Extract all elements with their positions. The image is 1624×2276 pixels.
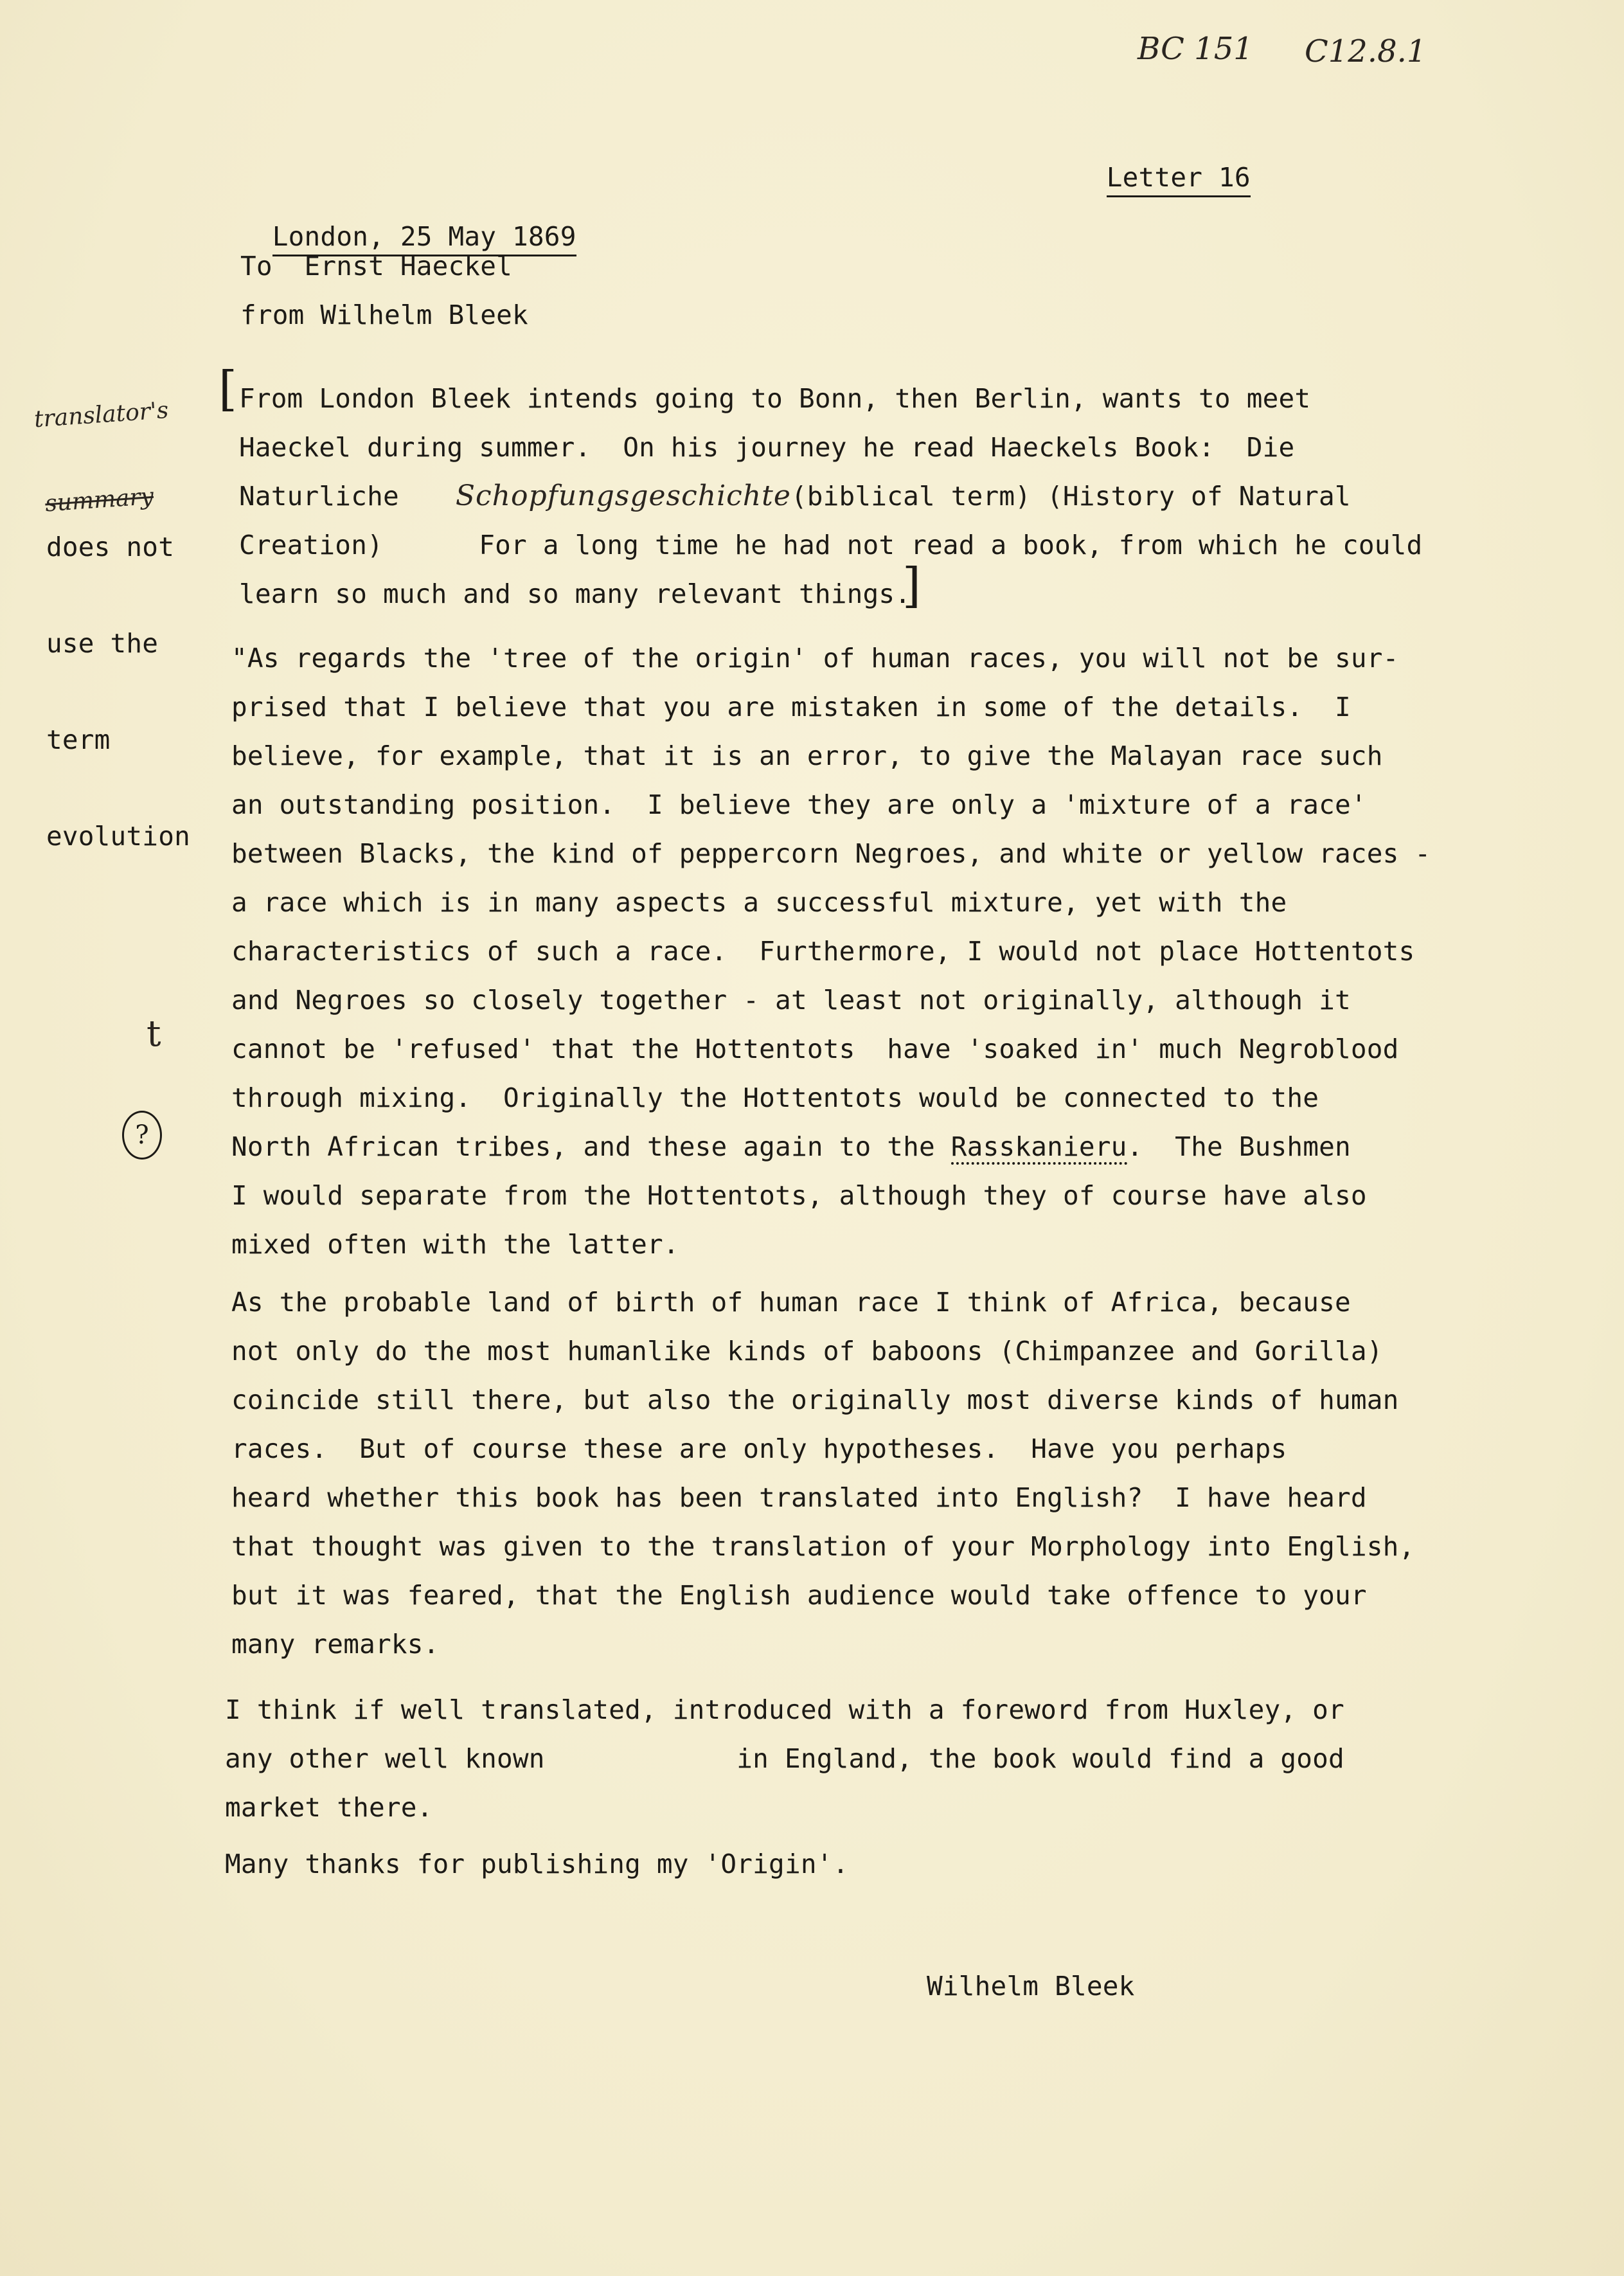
paragraph-line: and Negroes so closely together - at least not originally, although it xyxy=(231,985,1351,1016)
paragraph-line: As the probable land of birth of human race I think of Africa, because xyxy=(231,1287,1351,1318)
margin-note-line: evolution xyxy=(46,821,190,852)
margin-note-line: term xyxy=(46,724,111,755)
paragraph-line xyxy=(231,1122,1440,1171)
summary-line xyxy=(239,472,1447,521)
letter-number-text: Letter 16 xyxy=(1107,162,1251,197)
paragraph-line: many remarks. xyxy=(231,1629,440,1660)
summary-line: Creation) For a long time he had not read a book, from which he could xyxy=(239,530,1423,560)
paragraph-line: coincide still there, but also the originally most diverse kinds of human xyxy=(231,1384,1399,1415)
paragraph-line: that thought was given to the translation of your Morphology into English, xyxy=(231,1531,1415,1562)
summary-line-rest: (biblical term) (History of Natural xyxy=(790,481,1351,512)
paragraph-line: believe, for example, that it is an error, to give the Malayan race such xyxy=(231,740,1383,771)
summary-line: learn so much and so many relevant things. xyxy=(239,578,911,609)
paragraph-line: races. But of course these are only hypotheses. Have you perhaps xyxy=(231,1433,1287,1464)
archive-ref-right: C12.8.1 xyxy=(1305,33,1427,69)
archive-ref-left: BC 151 xyxy=(1138,31,1253,67)
summary-line: From London Bleek intends going to Bonn, then Berlin, wants to meet xyxy=(239,383,1311,414)
signature: Wilhelm Bleek xyxy=(927,1971,1135,2002)
handwritten-title: Schopfungsgeschichte xyxy=(455,479,791,512)
to-line: To Ernst Haeckel xyxy=(240,251,513,282)
dateline-text: London, 25 May 1869 xyxy=(272,221,576,256)
paragraph-line: cannot be 'refused' that the Hottentots have 'soaked in' much Negroblood xyxy=(231,1034,1399,1064)
paragraph-line: not only do the most humanlike kinds of baboons (Chimpanzee and Gorilla) xyxy=(231,1336,1383,1366)
body-paragraph-3 xyxy=(225,1685,1433,1832)
paragraph-line: between Blacks, the kind of peppercorn Negroes, and white or yellow races - xyxy=(231,838,1431,869)
paragraph-line: I would separate from the Hottentots, although they of course have also xyxy=(231,1180,1367,1211)
margin-note-line: does not xyxy=(46,532,175,562)
naturliche-word: Naturliche xyxy=(239,481,399,512)
paragraph-line: any other well known in England, the book would find a good xyxy=(225,1743,1344,1774)
paragraph-line: but it was feared, that the English audience would take offence to your xyxy=(231,1580,1367,1611)
rasskanieru-word: Rasskanieru xyxy=(951,1131,1127,1165)
paragraph-line: Many thanks for publishing my 'Origin'. xyxy=(225,1849,849,1879)
paragraph-line-start: North African tribes, and these again to the xyxy=(231,1131,951,1162)
from-line: from Wilhelm Bleek xyxy=(240,300,528,330)
paragraph-line: I think if well translated, introduced with a foreword from Huxley, or xyxy=(225,1694,1344,1725)
margin-t-mark: t xyxy=(147,1013,161,1055)
margin-summary-line1: translator's xyxy=(33,397,170,433)
summary-paragraph xyxy=(239,374,1447,618)
paragraph-line: a race which is in many aspects a successful mixture, yet with the xyxy=(231,887,1287,918)
summary-line: Haeckel during summer. On his journey he read Haeckels Book: Die xyxy=(239,432,1295,463)
margin-note-line: use the xyxy=(46,628,159,659)
body-paragraph-4 xyxy=(225,1840,1433,1888)
margin-summary-line2: summary xyxy=(44,483,155,517)
question-mark-text: ? xyxy=(135,1120,149,1150)
paragraph-line: heard whether this book has been translated into English? I have heard xyxy=(231,1482,1367,1513)
paragraph-line: prised that I believe that you are mistaken in some of the details. I xyxy=(231,692,1351,722)
margin-evolution-note xyxy=(46,467,190,884)
paragraph-line: mixed often with the latter. xyxy=(231,1229,679,1260)
paragraph-line-end: . The Bushmen xyxy=(1127,1131,1351,1162)
question-mark-icon xyxy=(122,1111,162,1160)
letter-number xyxy=(1075,104,1251,202)
paragraph-line: through mixing. Originally the Hottentots would be connected to the xyxy=(231,1082,1319,1113)
summary-open-bracket: [ xyxy=(219,361,237,417)
paragraph-line: "As regards the 'tree of the origin' of human races, you will not be sur- xyxy=(231,643,1399,674)
paragraph-line: market there. xyxy=(225,1792,433,1823)
body-paragraph-1 xyxy=(231,634,1440,1269)
paragraph-line: characteristics of such a race. Furthermore, I would not place Hottentots xyxy=(231,936,1415,967)
paragraph-line: an outstanding position. I believe they are only a 'mixture of a race' xyxy=(231,789,1367,820)
body-paragraph-2 xyxy=(231,1278,1440,1669)
summary-close-bracket: ] xyxy=(902,558,921,613)
